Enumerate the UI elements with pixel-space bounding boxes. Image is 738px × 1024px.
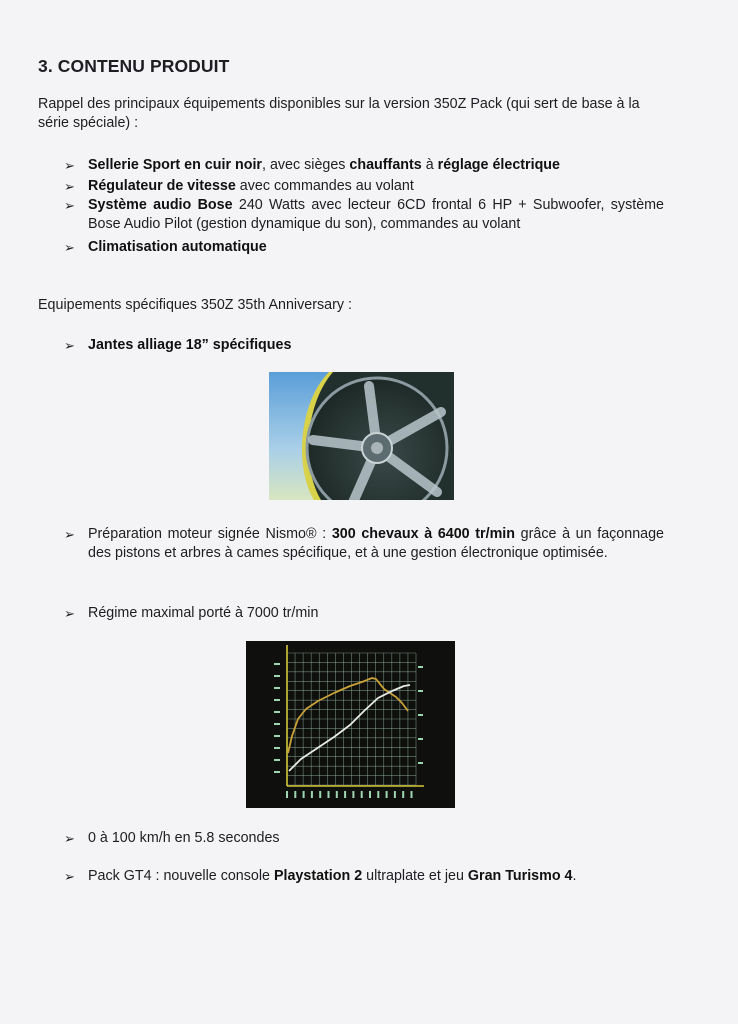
list-item-wheels — [64, 336, 664, 355]
y-tick-label-left — [274, 663, 280, 665]
gt4-text-mid: ultraplate et jeu — [362, 868, 468, 884]
gt4-text-bold-playstation: Playstation 2 — [273, 868, 363, 884]
wheel-photo-graphic — [269, 372, 454, 500]
bold-fragment: Climatisation automatique — [88, 239, 267, 255]
torque-curve — [288, 678, 408, 753]
list-item-text — [88, 238, 664, 257]
bold-fragment: Régulateur de vitesse — [88, 178, 236, 194]
x-tick-label — [294, 791, 296, 798]
x-tick-label — [411, 791, 413, 798]
x-tick-label — [344, 791, 346, 798]
x-tick-label — [303, 791, 305, 798]
rpm-text: Régime maximal porté à 7000 tr/min — [88, 605, 319, 621]
y-tick-label-left — [274, 747, 280, 749]
text-fragment: à — [421, 157, 438, 173]
list-item-engine — [64, 525, 664, 563]
y-tick-label-right — [418, 762, 423, 764]
wheel-photo — [269, 372, 454, 500]
x-tick-label — [386, 791, 388, 798]
y-tick-label-left — [274, 699, 280, 701]
intro-paragraph: Rappel des principaux équipements disponibles sur la version 350Z Pack (qui sert de base à la série spéciale) : — [38, 96, 640, 131]
y-tick-label-left — [274, 771, 280, 773]
list-item-base-equipment — [64, 177, 664, 196]
bold-fragment: Système audio Bose — [88, 197, 233, 213]
y-tick-label-left — [274, 675, 280, 677]
power-chart — [246, 641, 455, 808]
bullet-arrow-icon: ➢ — [64, 527, 75, 542]
bullet-arrow-icon: ➢ — [64, 831, 75, 846]
text-fragment: , avec sièges — [262, 157, 350, 173]
y-tick-label-right — [418, 738, 423, 740]
bullet-arrow-icon: ➢ — [64, 158, 75, 173]
bold-fragment: chauffants — [349, 157, 422, 173]
list-item-rpm — [64, 604, 664, 623]
y-tick-label-left — [274, 687, 280, 689]
list-item-text — [88, 196, 664, 234]
x-tick-label — [394, 791, 396, 798]
x-tick-label — [286, 791, 288, 798]
bullet-arrow-icon: ➢ — [64, 240, 75, 255]
x-tick-label — [402, 791, 404, 798]
gt4-text-post: . — [572, 868, 577, 884]
x-tick-label — [319, 791, 321, 798]
y-tick-label-right — [418, 690, 423, 692]
engine-text-bold: 300 chevaux à 6400 tr/min — [331, 526, 515, 542]
specific-equipment-intro: Equipements spécifiques 350Z 35th Anniversary : — [38, 297, 352, 313]
list-item-base-equipment — [64, 238, 664, 257]
y-tick-label-right — [418, 714, 423, 716]
y-tick-label-right — [418, 666, 423, 668]
gt4-text-bold-gt4: Gran Turismo 4 — [467, 868, 573, 884]
gt4-text-pre: Pack GT4 : nouvelle console — [88, 868, 274, 884]
engine-text-pre: Préparation moteur signée Nismo® : — [88, 526, 332, 542]
list-item-gt4 — [64, 867, 664, 886]
y-tick-label-left — [274, 735, 280, 737]
bullet-arrow-icon: ➢ — [64, 179, 75, 194]
x-tick-label — [377, 791, 379, 798]
text-fragment: 240 Watts avec lecteur 6CD frontal 6 HP + Subwoofer, système Bose Audio Pilot (gestion dynamique du son), commandes au volant — [88, 197, 665, 232]
wheels-text: Jantes alliage 18” spécifiques — [88, 337, 292, 353]
y-tick-label-left — [274, 723, 280, 725]
list-item-text — [88, 177, 664, 196]
list-item-base-equipment — [64, 156, 664, 175]
bullet-arrow-icon: ➢ — [64, 198, 75, 213]
acceleration-text: 0 à 100 km/h en 5.8 secondes — [88, 830, 280, 846]
y-tick-label-left — [274, 711, 280, 713]
x-tick-label — [352, 791, 354, 798]
y-tick-label-left — [274, 759, 280, 761]
list-item-acceleration — [64, 829, 664, 848]
list-item-base-equipment — [64, 196, 664, 234]
section-title: 3. CONTENU PRODUIT — [38, 56, 230, 76]
engine-text-post: grâce à un façonnage des pistons et arbres à cames spécifique, et à une gestion électronique optimisée. — [88, 526, 665, 561]
power-chart-graphic — [246, 641, 455, 808]
bold-fragment: Sellerie Sport en cuir noir — [88, 157, 262, 173]
bold-fragment: réglage électrique — [437, 157, 560, 173]
x-tick-label — [361, 791, 363, 798]
list-item-text — [88, 156, 664, 175]
x-tick-label — [311, 791, 313, 798]
x-tick-label — [328, 791, 330, 798]
bullet-arrow-icon: ➢ — [64, 606, 75, 621]
x-tick-label — [369, 791, 371, 798]
bullet-arrow-icon: ➢ — [64, 869, 75, 884]
bullet-arrow-icon: ➢ — [64, 338, 75, 353]
text-fragment: avec commandes au volant — [235, 178, 414, 194]
x-tick-label — [336, 791, 338, 798]
